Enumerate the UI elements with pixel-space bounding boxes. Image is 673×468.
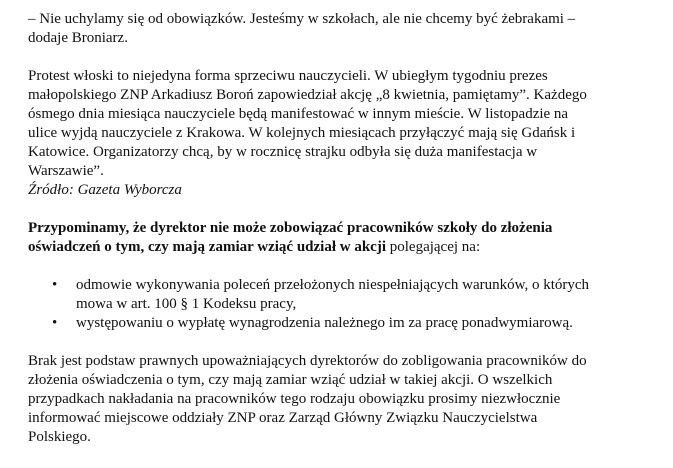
reminder-tail: polegającej na:: [386, 239, 481, 255]
protest-line-5: Katowice. Organizatorzy chcą, by w rocznicę strajku odbyła się duża manifestacja w: [28, 144, 538, 160]
document-page: [28, 10, 668, 447]
quote-paragraph: [28, 10, 668, 48]
protest-line-4: ulice wyjdą nauczyciele z Krakowa. W kolejnych miesiącach przyłączyć mają się Gdańsk i: [28, 125, 576, 141]
bullet-list: [28, 276, 668, 333]
source-attribution: Źródło: Gazeta Wyborcza: [28, 182, 182, 198]
protest-line-6: Warszawie”.: [28, 163, 104, 179]
list-item: [28, 276, 668, 314]
bullet-symbol: •: [52, 315, 58, 331]
list-item: [28, 314, 668, 333]
protest-line-2: małopolskiego ZNP Arkadiusz Boroń zapowiedział akcję „8 kwietnia, pamiętamy”. Każdego: [28, 87, 587, 103]
closing-paragraph: [28, 352, 668, 447]
reminder-paragraph: [28, 219, 668, 257]
quote-line-1: – Nie uchylamy się od obowiązków. Jesteśmy w szkołach, ale nie chcemy być żebrakami –: [28, 11, 576, 27]
protest-paragraph: [28, 67, 668, 181]
bullet-1-line-1: odmowie wykonywania poleceń przełożonych niespełniających warunków, o których: [76, 277, 590, 293]
closing-line-5: Polskiego.: [28, 429, 91, 445]
quote-line-2: dodaje Broniarz.: [28, 30, 128, 46]
bullet-1-line-2: mowa w art. 100 § 1 Kodeksu pracy,: [76, 296, 297, 312]
closing-line-4: informować miejscowe oddziały ZNP oraz Zarząd Główny Związku Nauczycielstwa: [28, 410, 538, 426]
protest-line-1: Protest włoski to niejedyna forma sprzeciwu nauczycieli. W ubiegłym tygodniu prezes: [28, 68, 548, 84]
closing-line-3: przypadkach nakładania na pracowników tego rodzaju obowiązku prosimy niezwłocznie: [28, 391, 561, 407]
protest-line-3: ósmego dnia miesiąca nauczyciele będą manifestować w innym mieście. W listopadzie na: [28, 106, 569, 122]
closing-line-1: Brak jest podstaw prawnych upoważniających dyrektorów do zobligowania pracowników do: [28, 353, 587, 369]
bullet-symbol: •: [52, 277, 58, 293]
closing-line-2: złożenia oświadczenia o tym, czy mają zamiar wziąć udział w takiej akcji. O wszelkich: [28, 372, 553, 388]
reminder-bold-line-2: oświadczeń o tym, czy mają zamiar wziąć udział w akcji: [28, 239, 386, 255]
reminder-bold-line-1: Przypominamy, że dyrektor nie może zobowiązać pracowników szkoły do złożenia: [28, 220, 553, 236]
bullet-2-line-1: występowaniu o wypłatę wynagrodzenia należnego im za pracę ponadwymiarową.: [76, 315, 573, 331]
